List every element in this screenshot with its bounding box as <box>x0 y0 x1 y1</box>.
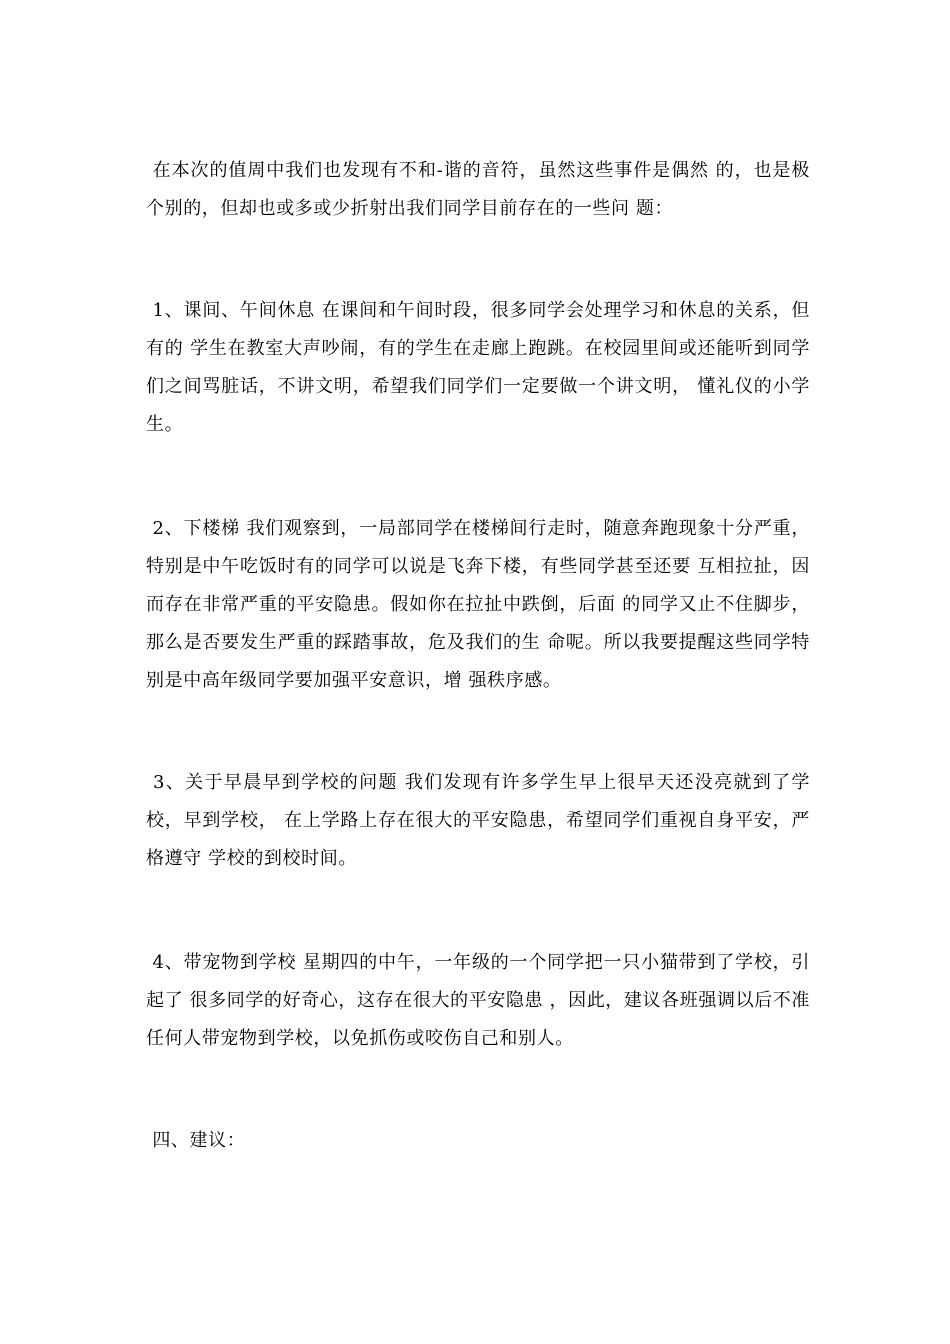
intro-paragraph: 在本次的值周中我们也发现有不和-谐的音符，虽然这些事件是偶然 的，也是极个别的，但却也或多或少折射出我们同学目前存在的一些问 题： <box>146 160 810 219</box>
issue-item-2: 2、下楼梯 我们观察到，一局部同学在楼梯间行走时，随意奔跑现象十分严重，特别是中午吃饭时有的同学可以说是飞奔下楼，有些同学甚至还要 互相拉扯，因而存在非常严重的平安隐患。假如你在拉扯中跌倒，后面 的同学又止不住脚步，那么是否要发生严重的踩踏事故，危及我们的生 命呢。所以我要提醒这些同学特别是中高年级同学要加强平安意识，增 强秩序感。 <box>146 518 810 691</box>
issue-item-3: 3、关于早晨早到学校的问题 我们发现有许多学生早上很早天还没亮就到了学校，早到学校， 在上学路上存在很大的平安隐患，希望同学们重视自身平安，严格遵守 学校的到校时间。 <box>146 772 810 869</box>
issue-item-4: 4、带宠物到学校 星期四的中午，一年级的一个同学把一只小猫带到了学校，引起了 很多同学的好奇心，这存在很大的平安隐患 ，因此，建议各班强调以后不准任何人带宠物到学校，以免抓伤或咬伤自己和别人。 <box>146 952 810 1049</box>
issue-item-1: 1、课间、午间休息 在课间和午间时段，很多同学会处理学习和休息的关系，但有的 学生在教室大声吵闹，有的学生在走廊上跑跳。在校园里间或还能听到同学们之间骂脏话，不讲文明，希望我们同学们一定要做一个讲文明， 懂礼仪的小学生。 <box>146 300 810 435</box>
section-heading-suggestions: 四、建议： <box>146 1130 246 1151</box>
